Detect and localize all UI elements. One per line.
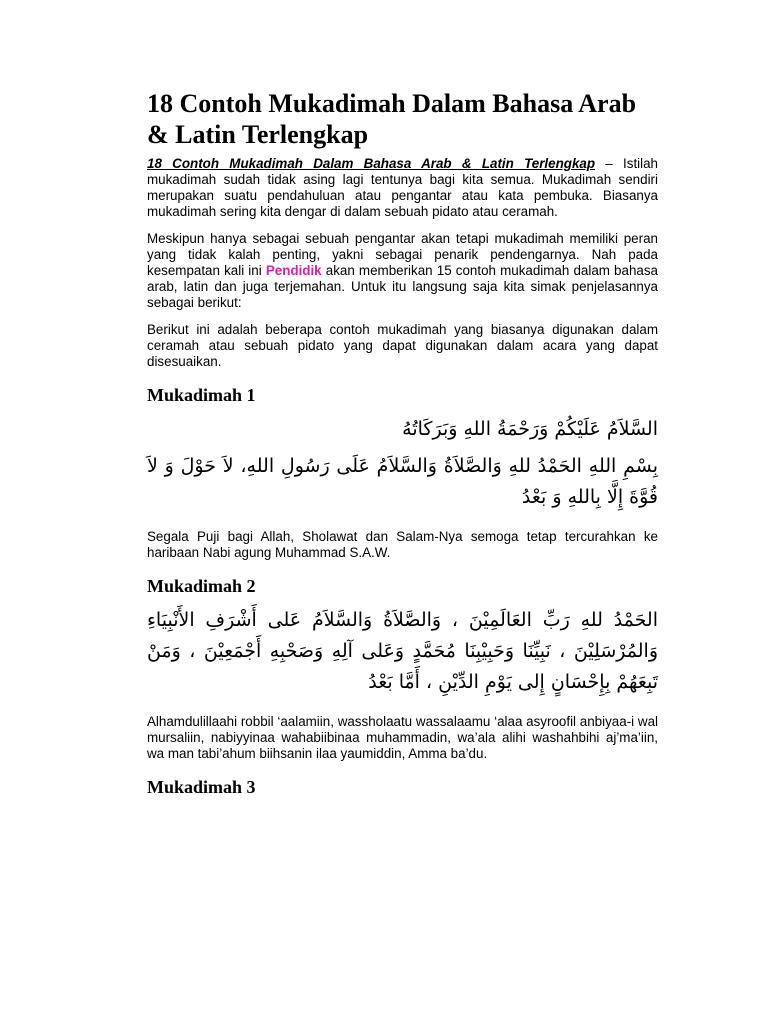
article-body — [147, 88, 658, 806]
mukadimah-2-arabic-text: الحَمْدُ للهِ رَبِّ العَالَمِيْنَ ، وَالصَّلاَةُ وَالسَّلاَمُ عَلى أَشْرَفِ الأَنْبِيَاءِ وَالمُرْسَلِيْنَ ، نَبِيِّنَا وَحَبِيْبِنَا مُحَمَّدٍ وَعَلى آلِهِ وَصَحْبِهِ أَجْمَعِيْنَ ، وَمَنْ تَبِعَهُمْ بِإِحْسَانٍ إِلى يَوْمِ الدِّيْنِ ، أَمَّا بَعْدُ — [147, 609, 658, 693]
intro-paragraph — [147, 156, 658, 220]
article-title-link[interactable]: 18 Contoh Mukadimah Dalam Bahasa Arab & Latin Terlengkap — [147, 156, 596, 171]
heading-mukadimah-1: Mukadimah 1 — [147, 385, 256, 405]
mukadimah-1-arabic-greeting: السَّلاَمُ عَلَيْكُمْ وَرَحْمَةُ اللهِ وَبَرَكَاتُهُ — [402, 418, 658, 440]
mukadimah-1-arabic-text: بِسْمِ اللهِ الحَمْدُ للهِ وَالصَّلاَةُ وَالسَّلاَمُ عَلَى رَسُولِ اللهِ، لاَ حَوْلَ وَ لاَ قُوَّةَ إِلَّا بِاللهِ وَ بَعْدُ — [147, 455, 658, 508]
heading-mukadimah-2: Mukadimah 2 — [147, 576, 256, 596]
mukadimah-2-latin: Alhamdulillaahi robbil ‘aalamiin, wassholaatu wassalaamu ‘alaa asyroofil anbiyaa-i wal mursaliin, nabiyyinaa wahabiibinaa muhammadin, wa’ala alihi washahbihi aj’ma’iin, wa man tabi’ahum biihsanin ilaa yaumiddin, Amma ba’du. — [147, 714, 658, 761]
intro-text: – Istilah mukadimah sudah tidak asing lagi tentunya bagi kita semua. Mukadimah sendiri merupakan suatu pendahuluan atau pengantar atau kata pembuka. Biasanya mukadimah sering kita dengar di dalam sebuah pidato atau ceramah. — [147, 156, 659, 219]
paragraph-2 — [147, 231, 658, 311]
paragraph-2-after: akan memberikan 15 contoh mukadimah dalam bahasa arab, latin dan juga terjemahan. Untuk itu langsung saja kita simak penjelasannya sebagai berikut: — [147, 263, 658, 310]
paragraph-3: Berikut ini adalah beberapa contoh mukadimah yang biasanya digunakan dalam ceramah atau sebuah pidato yang dapat digunakan dalam acara yang dapat disesuaikan. — [147, 322, 658, 369]
page-title: 18 Contoh Mukadimah Dalam Bahasa Arab & Latin Terlengkap — [147, 89, 637, 149]
pendidik-link[interactable]: Pendidik — [265, 263, 322, 278]
paragraph-2-before: Meskipun hanya sebagai sebuah pengantar akan tetapi mukadimah memiliki peran yang tidak kalah penting, yakni sebagai penarik pendengarnya. Nah pada kesempatan kali ini — [147, 231, 658, 278]
mukadimah-1-translation: Segala Puji bagi Allah, Sholawat dan Salam-Nya semoga tetap tercurahkan ke haribaan Nabi agung Muhammad S.A.W. — [147, 529, 658, 560]
heading-mukadimah-3: Mukadimah 3 — [147, 777, 256, 797]
